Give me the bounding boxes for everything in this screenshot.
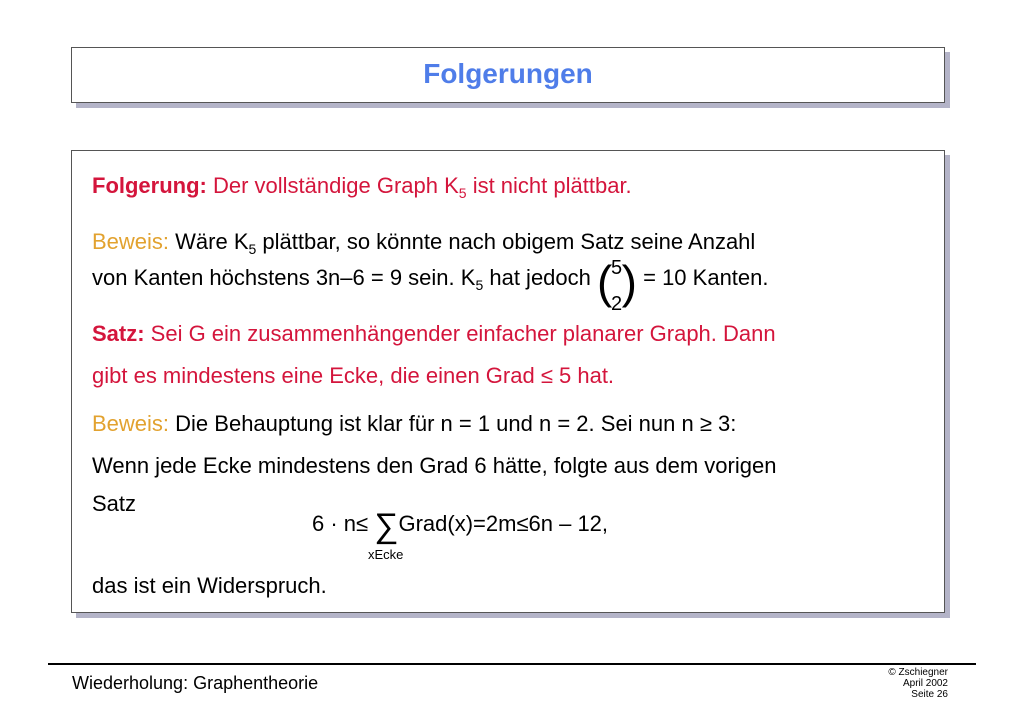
footer-author: © Zschiegner [888, 667, 948, 678]
proof2-line2: Wenn jede Ecke mindestens den Grad 6 hätte, folgte aus dem vorigen [92, 453, 777, 478]
theorem-text-1: Sei G ein zusammenhängender einfacher planarer Graph. Dann [144, 321, 776, 346]
sum-symbol: ∑ [374, 507, 399, 545]
footer-info [888, 667, 948, 700]
proof1-line1 [92, 229, 755, 255]
theorem-label: Satz: [92, 321, 145, 346]
proof1-line2-a: von Kanten höchstens 3n–6 = 9 sein. K [92, 265, 476, 290]
formula-right: Grad(x)=2m≤6n – 12, [398, 511, 609, 536]
proof1-line2-b: hat jedoch [483, 265, 597, 290]
binomial-left-paren: ( [597, 256, 613, 308]
binomial-right-paren: ) [621, 256, 637, 308]
binomial-coefficient [597, 256, 637, 315]
content-box [71, 150, 945, 613]
binomial-bottom: 2 [611, 293, 623, 315]
proof1-line2 [92, 256, 769, 315]
proof2-line1 [92, 411, 736, 437]
footer-divider [48, 663, 976, 665]
proof1-text-b: plättbar, so könnte nach obigem Satz seine Anzahl [256, 229, 756, 254]
binomial-top: 5 [611, 257, 623, 279]
proof1-line2-c: = 10 Kanten. [637, 265, 769, 290]
corollary-subscript: 5 [458, 185, 467, 201]
proof1-label: Beweis: [92, 229, 170, 254]
theorem-line2: gibt es mindestens eine Ecke, die einen Grad ≤ 5 hat. [92, 363, 615, 388]
theorem-line1 [92, 321, 776, 347]
title-box [71, 47, 945, 103]
footer-page: Seite 26 [911, 689, 948, 700]
proof2-label: Beweis: [92, 411, 170, 436]
footer-title: Wiederholung: Graphentheorie [72, 673, 319, 693]
formula-subscript: xEcke [368, 547, 404, 562]
slide-title: Folgerungen [423, 58, 593, 89]
proof1-subscript: 5 [248, 241, 257, 257]
formula-left: 6 · n≤ [312, 511, 375, 536]
conclusion-line: das ist ein Widerspruch. [92, 573, 327, 598]
corollary-text-a: Der vollständige Graph K [206, 173, 459, 198]
corollary-text-b: ist nicht plättbar. [466, 173, 632, 198]
corollary-line [92, 173, 632, 199]
formula [312, 507, 608, 546]
corollary-label: Folgerung: [92, 173, 207, 198]
footer-date: April 2002 [902, 678, 948, 689]
proof1-text-a: Wäre K [169, 229, 249, 254]
proof2-line3: Satz [92, 491, 137, 516]
proof1-line2-subscript: 5 [475, 277, 484, 293]
proof2-text-1: Die Behauptung ist klar für n = 1 und n = 2. Sei nun n ≥ 3: [169, 411, 737, 436]
